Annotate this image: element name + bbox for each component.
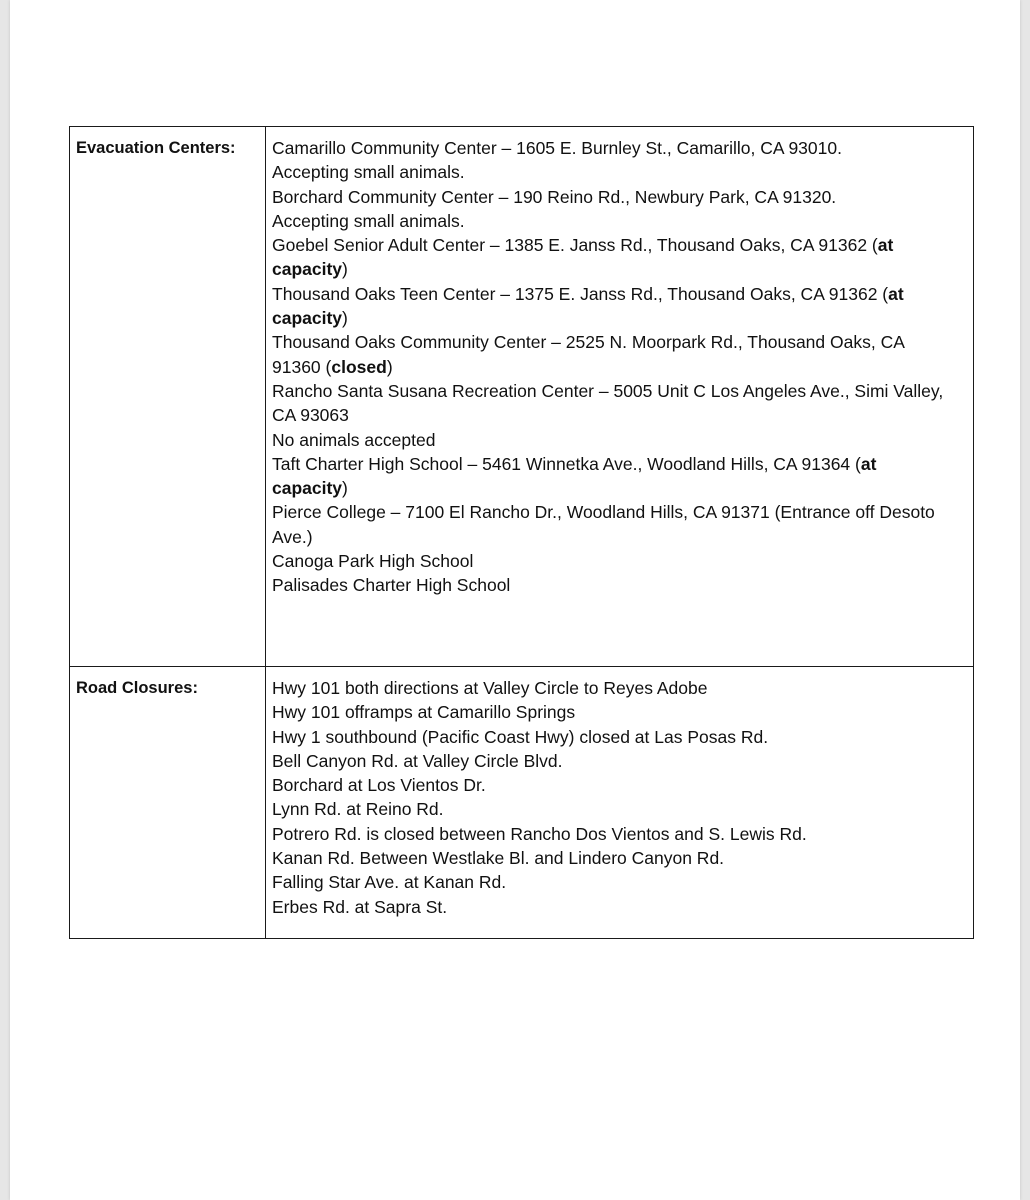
road-closures-label: Road Closures: — [76, 679, 198, 697]
status-flag: closed — [331, 356, 387, 377]
road-closure-line — [272, 895, 967, 919]
evacuation-centers-list — [266, 127, 973, 598]
evacuation-center-line — [272, 136, 967, 160]
line-text: No animals accepted — [272, 429, 436, 450]
evacuation-center-line — [272, 233, 967, 257]
line-text: Goebel Senior Adult Center – 1385 E. Janss Rd., Thousand Oaks, CA 91362 ( — [272, 235, 878, 256]
roads-label-cell — [70, 667, 266, 939]
line-text: Canoga Park High School — [272, 551, 474, 572]
evacuation-center-line — [272, 355, 967, 379]
line-text: Kanan Rd. Between Westlake Bl. and Lindero Canyon Rd. — [272, 848, 725, 869]
line-text: Erbes Rd. at Sapra St. — [272, 896, 448, 917]
evacuation-center-line — [272, 452, 967, 476]
evacuation-center-line — [272, 306, 967, 330]
line-text: CA 93063 — [272, 405, 349, 426]
line-text: Bell Canyon Rd. at Valley Circle Blvd. — [272, 750, 563, 771]
line-text: Thousand Oaks Community Center – 2525 N. Moorpark Rd., Thousand Oaks, CA — [272, 332, 905, 353]
road-closure-line — [272, 846, 967, 870]
line-text: ) — [342, 478, 348, 499]
line-text: Ave.) — [272, 526, 313, 547]
road-closure-line — [272, 749, 967, 773]
line-text: Rancho Santa Susana Recreation Center – 5005 Unit C Los Angeles Ave., Simi Valley, — [272, 380, 944, 401]
evacuation-center-line — [272, 500, 967, 524]
evacuation-center-line — [272, 257, 967, 281]
line-text: Hwy 101 both directions at Valley Circle to Reyes Adobe — [272, 678, 708, 698]
road-closure-line — [272, 773, 967, 797]
evacuation-center-line — [272, 549, 967, 573]
road-closures-row — [70, 667, 974, 939]
evacuation-content-cell — [266, 127, 974, 667]
evacuation-center-line — [272, 379, 967, 403]
line-text: Borchard Community Center – 190 Reino Rd., Newbury Park, CA 91320. — [272, 186, 837, 207]
evacuation-center-line — [272, 160, 967, 184]
info-table — [69, 126, 974, 939]
line-text: Hwy 1 southbound (Pacific Coast Hwy) closed at Las Posas Rd. — [272, 726, 769, 747]
line-text: Accepting small animals. — [272, 162, 465, 183]
evacuation-centers-row — [70, 127, 974, 667]
status-flag: capacity — [272, 478, 343, 499]
evacuation-label-cell — [70, 127, 266, 667]
evacuation-center-line — [272, 209, 967, 233]
status-flag: at — [888, 283, 904, 304]
line-text: Potrero Rd. is closed between Rancho Dos Vientos and S. Lewis Rd. — [272, 823, 807, 844]
line-text: Thousand Oaks Teen Center – 1375 E. Janss Rd., Thousand Oaks, CA 91362 ( — [272, 283, 889, 304]
road-closure-line — [272, 797, 967, 821]
evacuation-center-line — [272, 428, 967, 452]
evacuation-center-line — [272, 330, 967, 354]
line-text: Lynn Rd. at Reino Rd. — [272, 799, 444, 820]
evacuation-center-line — [272, 573, 967, 597]
evacuation-center-line — [272, 282, 967, 306]
evacuation-center-line — [272, 185, 967, 209]
road-closure-line — [272, 870, 967, 894]
road-closure-line — [272, 676, 967, 700]
line-text: Borchard at Los Vientos Dr. — [272, 775, 486, 796]
line-text: Camarillo Community Center – 1605 E. Burnley St., Camarillo, CA 93010. — [272, 138, 842, 158]
line-text: 91360 ( — [272, 356, 332, 377]
line-text: Accepting small animals. — [272, 210, 465, 231]
evacuation-center-line — [272, 525, 967, 549]
road-closure-line — [272, 725, 967, 749]
evacuation-centers-label: Evacuation Centers: — [76, 139, 236, 157]
status-flag: capacity — [272, 259, 343, 280]
status-flag: capacity — [272, 308, 343, 329]
roads-content-cell — [266, 667, 974, 939]
line-text: ) — [342, 308, 348, 329]
line-text: ) — [342, 259, 348, 280]
line-text: Taft Charter High School – 5461 Winnetka Ave., Woodland Hills, CA 91364 ( — [272, 453, 861, 474]
line-text: ) — [386, 356, 393, 377]
road-closure-line — [272, 822, 967, 846]
line-text: Falling Star Ave. at Kanan Rd. — [272, 872, 507, 893]
line-text: Pierce College – 7100 El Rancho Dr., Woodland Hills, CA 91371 (Entrance off Desoto — [272, 502, 935, 523]
road-closure-line — [272, 700, 967, 724]
evacuation-center-line — [272, 476, 967, 500]
line-text: Hwy 101 offramps at Camarillo Springs — [272, 702, 576, 723]
evacuation-center-line — [272, 403, 967, 427]
document-page — [10, 0, 1020, 1200]
road-closures-list — [266, 667, 973, 919]
status-flag: at — [877, 235, 894, 256]
status-flag: at — [860, 453, 877, 474]
line-text: Palisades Charter High School — [272, 575, 511, 596]
